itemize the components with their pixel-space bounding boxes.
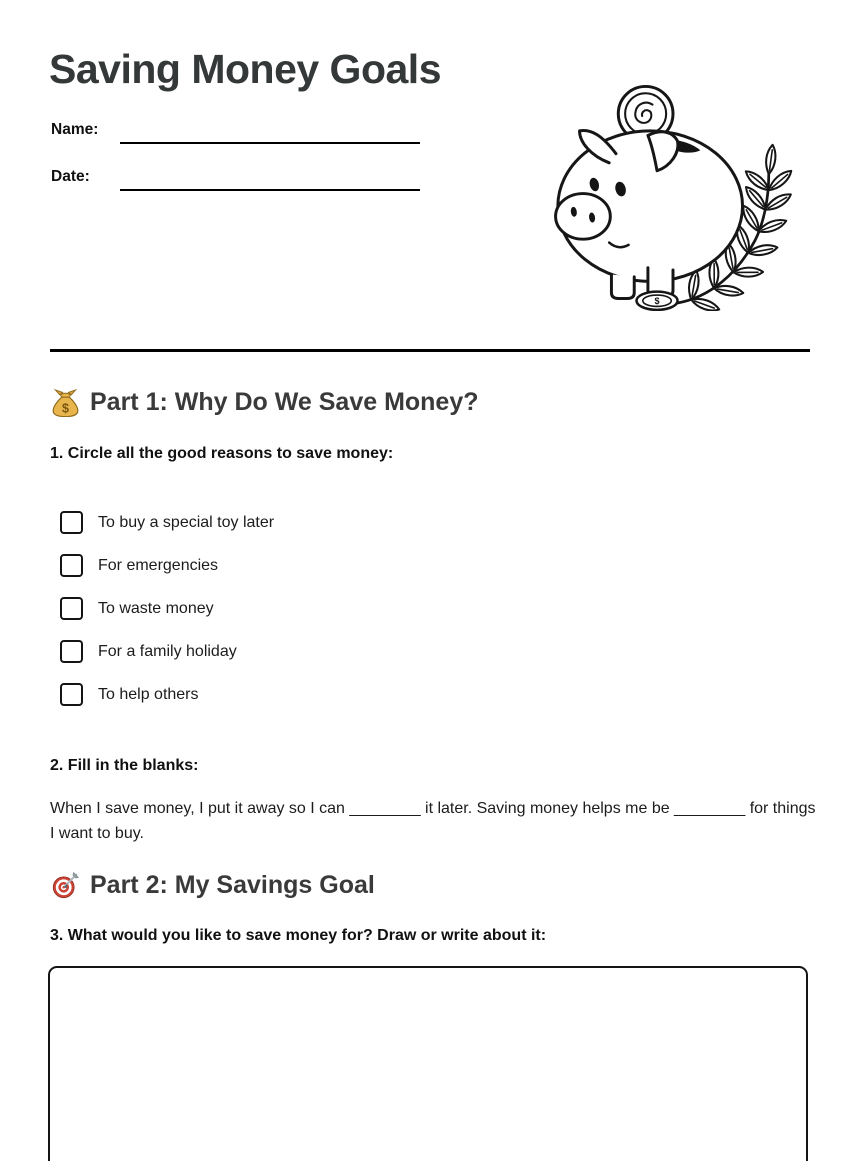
option-row: [60, 683, 199, 706]
question-1-label: 1. Circle all the good reasons to save money:: [50, 445, 394, 462]
checkbox-option-2[interactable]: [60, 554, 83, 577]
option-label: To buy a special toy later: [98, 513, 275, 531]
option-row: [60, 554, 218, 577]
fill-blanks-line-1: When I save money, I put it away so I can ________ it later. Saving money helps me be ________ for things: [50, 800, 816, 817]
section-divider: [50, 349, 810, 352]
part1-heading: [52, 388, 479, 417]
option-row: [60, 511, 274, 534]
dollar-coin-icon: [637, 292, 678, 310]
money-bag-icon: [52, 388, 79, 417]
svg-text:$: $: [62, 401, 69, 416]
target-icon: [52, 872, 79, 899]
name-input-line[interactable]: [120, 127, 420, 144]
fill-blanks-line-2: I want to buy.: [50, 825, 144, 842]
drawing-box[interactable]: [48, 966, 808, 1161]
option-label: For emergencies: [98, 556, 219, 574]
option-label: To help others: [98, 685, 199, 703]
svg-text:$: $: [654, 296, 660, 307]
checkbox-option-5[interactable]: [60, 683, 83, 706]
piggy-bank-coin-laurel-illustration: [552, 83, 794, 311]
question-3-label: 3. What would you like to save money for? Draw or write about it:: [50, 927, 547, 944]
option-label: To waste money: [98, 599, 214, 617]
checkbox-option-4[interactable]: [60, 640, 83, 663]
name-label: Name:: [51, 121, 99, 138]
checkbox-option-1[interactable]: [60, 511, 83, 534]
page-title: Saving Money Goals: [49, 46, 441, 92]
question-2-label: 2. Fill in the blanks:: [50, 757, 199, 774]
option-label: For a family holiday: [98, 642, 237, 660]
date-input-line[interactable]: [120, 174, 420, 191]
part1-heading-text: Part 1: Why Do We Save Money?: [90, 388, 479, 416]
checkbox-option-3[interactable]: [60, 597, 83, 620]
option-row: [60, 640, 237, 663]
date-label: Date:: [51, 168, 90, 185]
option-row: [60, 597, 214, 620]
fill-blanks-paragraph: [50, 796, 816, 846]
part2-heading-text: Part 2: My Savings Goal: [90, 871, 375, 899]
part2-heading: [52, 871, 375, 900]
